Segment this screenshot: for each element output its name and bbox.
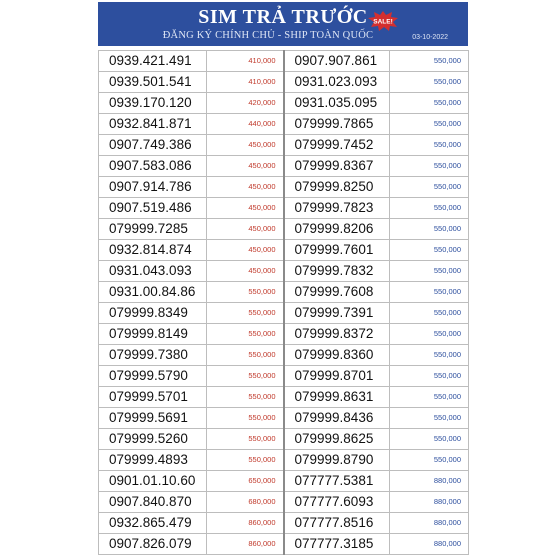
page-title: SIM TRẢ TRƯỚC — [198, 6, 368, 28]
right-sim-price: 550,000 — [390, 366, 469, 387]
table-row — [99, 51, 469, 72]
left-sim-price: 550,000 — [207, 282, 284, 303]
right-sim-number: 077777.8516 — [284, 513, 390, 534]
left-sim-number: 079999.8349 — [99, 303, 207, 324]
table-row — [99, 324, 469, 345]
table-row — [99, 534, 469, 555]
sale-badge-icon — [368, 11, 398, 31]
table-row — [99, 93, 469, 114]
right-sim-number: 077777.3185 — [284, 534, 390, 555]
right-sim-number: 079999.8790 — [284, 450, 390, 471]
left-sim-number: 0939.501.541 — [99, 72, 207, 93]
left-sim-number: 0932.865.479 — [99, 513, 207, 534]
right-sim-number: 0931.023.093 — [284, 72, 390, 93]
right-sim-number: 079999.8701 — [284, 366, 390, 387]
right-sim-number: 079999.7608 — [284, 282, 390, 303]
right-sim-number: 079999.8372 — [284, 324, 390, 345]
left-sim-number: 079999.7285 — [99, 219, 207, 240]
table-row — [99, 345, 469, 366]
right-sim-price: 550,000 — [390, 324, 469, 345]
left-sim-price: 650,000 — [207, 471, 284, 492]
left-sim-price: 680,000 — [207, 492, 284, 513]
table-row — [99, 366, 469, 387]
right-sim-price: 550,000 — [390, 429, 469, 450]
left-sim-number: 079999.5691 — [99, 408, 207, 429]
left-sim-number: 0901.01.10.60 — [99, 471, 207, 492]
table-row — [99, 261, 469, 282]
left-sim-number: 0931.043.093 — [99, 261, 207, 282]
right-sim-number: 079999.7452 — [284, 135, 390, 156]
left-sim-number: 0907.914.786 — [99, 177, 207, 198]
left-sim-price: 440,000 — [207, 114, 284, 135]
right-sim-number: 079999.8367 — [284, 156, 390, 177]
table-row — [99, 72, 469, 93]
right-sim-price: 550,000 — [390, 261, 469, 282]
left-sim-number: 0939.170.120 — [99, 93, 207, 114]
left-sim-price: 550,000 — [207, 303, 284, 324]
left-sim-number: 079999.5701 — [99, 387, 207, 408]
right-sim-price: 880,000 — [390, 513, 469, 534]
left-sim-price: 420,000 — [207, 93, 284, 114]
right-sim-price: 550,000 — [390, 156, 469, 177]
right-sim-price: 550,000 — [390, 135, 469, 156]
left-sim-price: 860,000 — [207, 534, 284, 555]
right-sim-price: 550,000 — [390, 93, 469, 114]
table-row — [99, 135, 469, 156]
table-row — [99, 303, 469, 324]
date-label: 03-10-2022 — [412, 34, 448, 41]
left-sim-price: 450,000 — [207, 198, 284, 219]
header-banner — [98, 2, 468, 46]
left-sim-number: 0907.583.086 — [99, 156, 207, 177]
table-row — [99, 282, 469, 303]
right-sim-number: 079999.7391 — [284, 303, 390, 324]
right-sim-price: 550,000 — [390, 387, 469, 408]
right-sim-price: 550,000 — [390, 450, 469, 471]
table-row — [99, 450, 469, 471]
left-sim-number: 0907.519.486 — [99, 198, 207, 219]
right-sim-price: 550,000 — [390, 240, 469, 261]
right-sim-number: 079999.7865 — [284, 114, 390, 135]
left-sim-price: 450,000 — [207, 219, 284, 240]
right-sim-number: 077777.6093 — [284, 492, 390, 513]
table-row — [99, 408, 469, 429]
right-sim-price: 550,000 — [390, 51, 469, 72]
right-sim-number: 079999.8631 — [284, 387, 390, 408]
right-sim-number: 079999.7832 — [284, 261, 390, 282]
sale-badge-label: SALE! — [373, 18, 393, 26]
left-sim-price: 550,000 — [207, 408, 284, 429]
table-row — [99, 387, 469, 408]
left-sim-price: 550,000 — [207, 324, 284, 345]
right-sim-price: 550,000 — [390, 219, 469, 240]
left-sim-price: 450,000 — [207, 156, 284, 177]
table-row — [99, 177, 469, 198]
left-sim-price: 450,000 — [207, 261, 284, 282]
left-sim-number: 079999.7380 — [99, 345, 207, 366]
price-list-sheet — [98, 2, 468, 552]
left-sim-number: 079999.8149 — [99, 324, 207, 345]
left-sim-number: 0907.826.079 — [99, 534, 207, 555]
left-sim-number: 0931.00.84.86 — [99, 282, 207, 303]
left-sim-price: 450,000 — [207, 240, 284, 261]
left-sim-number: 0907.749.386 — [99, 135, 207, 156]
left-sim-number: 079999.5260 — [99, 429, 207, 450]
left-sim-number: 0907.840.870 — [99, 492, 207, 513]
right-sim-price: 880,000 — [390, 471, 469, 492]
right-sim-number: 079999.7823 — [284, 198, 390, 219]
left-sim-price: 450,000 — [207, 177, 284, 198]
right-sim-price: 550,000 — [390, 282, 469, 303]
table-row — [99, 114, 469, 135]
left-sim-price: 550,000 — [207, 366, 284, 387]
left-sim-price: 410,000 — [207, 72, 284, 93]
right-sim-number: 079999.8206 — [284, 219, 390, 240]
right-sim-number: 0931.035.095 — [284, 93, 390, 114]
right-sim-number: 0907.907.861 — [284, 51, 390, 72]
right-sim-price: 880,000 — [390, 534, 469, 555]
left-sim-number: 0932.841.871 — [99, 114, 207, 135]
table-row — [99, 156, 469, 177]
table-row — [99, 471, 469, 492]
table-row — [99, 240, 469, 261]
left-sim-price: 450,000 — [207, 135, 284, 156]
table-row — [99, 198, 469, 219]
table-row — [99, 513, 469, 534]
left-sim-price: 550,000 — [207, 387, 284, 408]
right-sim-price: 550,000 — [390, 177, 469, 198]
right-sim-number: 079999.8625 — [284, 429, 390, 450]
sim-price-table — [98, 50, 469, 555]
left-sim-number: 0939.421.491 — [99, 51, 207, 72]
right-sim-price: 550,000 — [390, 198, 469, 219]
page-subtitle: ĐĂNG KÝ CHÍNH CHỦ - SHIP TOÀN QUỐC — [162, 30, 374, 41]
left-sim-price: 860,000 — [207, 513, 284, 534]
table-row — [99, 492, 469, 513]
right-sim-price: 550,000 — [390, 408, 469, 429]
table-row — [99, 429, 469, 450]
table-row — [99, 219, 469, 240]
left-sim-price: 550,000 — [207, 450, 284, 471]
left-sim-number: 079999.5790 — [99, 366, 207, 387]
right-sim-number: 079999.8250 — [284, 177, 390, 198]
right-sim-price: 550,000 — [390, 114, 469, 135]
left-sim-price: 550,000 — [207, 429, 284, 450]
right-sim-price: 550,000 — [390, 72, 469, 93]
left-sim-price: 410,000 — [207, 51, 284, 72]
right-sim-price: 880,000 — [390, 492, 469, 513]
table-body — [99, 51, 469, 555]
right-sim-number: 079999.8436 — [284, 408, 390, 429]
left-sim-price: 550,000 — [207, 345, 284, 366]
right-sim-price: 550,000 — [390, 345, 469, 366]
left-sim-number: 0932.814.874 — [99, 240, 207, 261]
right-sim-number: 077777.5381 — [284, 471, 390, 492]
right-sim-price: 550,000 — [390, 303, 469, 324]
left-sim-number: 079999.4893 — [99, 450, 207, 471]
right-sim-number: 079999.8360 — [284, 345, 390, 366]
right-sim-number: 079999.7601 — [284, 240, 390, 261]
